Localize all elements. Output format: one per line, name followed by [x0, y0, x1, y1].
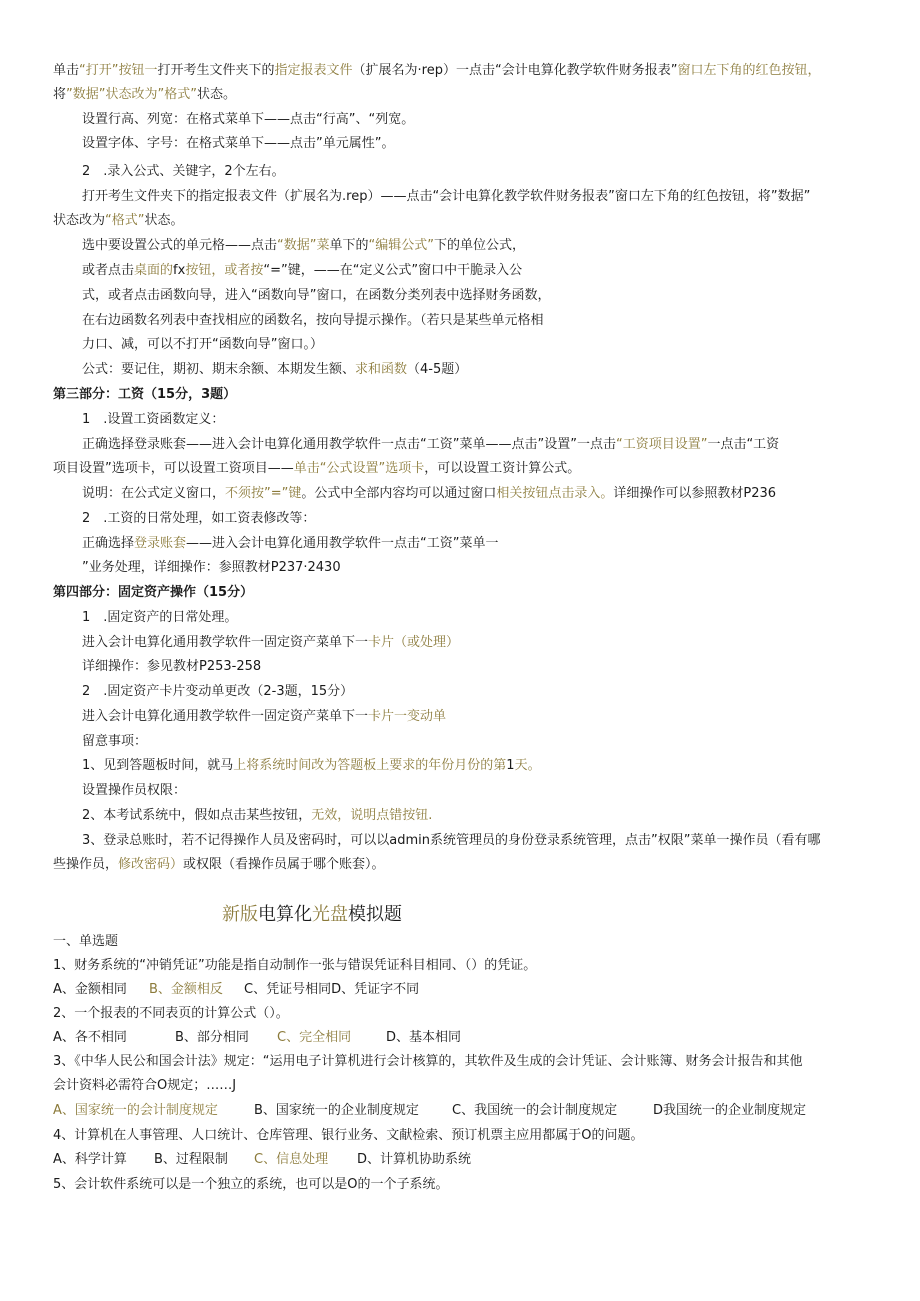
text-segment: 按钮，或者按: [185, 263, 264, 278]
intro-line-9: [82, 262, 902, 280]
part4-line-3: 详细操作：参见教材P253-258: [82, 659, 262, 674]
text-segment: ”数据”状态改为”格式”: [66, 87, 197, 102]
text-segment: 电算化: [258, 904, 312, 925]
text-segment: 状态。: [144, 213, 184, 228]
answer-option: A、金额相同: [53, 982, 127, 997]
text-segment: ——进入会计电算化通用教学软件一点击“工资”菜单一: [186, 536, 499, 551]
text-segment: 无效，说明点错按钮.: [311, 808, 433, 823]
part4-line-6: 留意事项：: [82, 734, 148, 749]
text-segment: 光盘: [312, 904, 348, 925]
text-segment: 或者点击: [82, 263, 135, 278]
text-segment: 选中要设置公式的单元格——点击: [82, 238, 278, 253]
text-segment: 。公式中全部内容均可以通过窗口: [301, 486, 497, 501]
intro-line-13: [82, 361, 902, 379]
text-segment: 窗口左下角的红色按钮，: [677, 63, 821, 78]
answer-option: C、完全相同: [277, 1030, 352, 1045]
text-segment: “格式”: [105, 213, 145, 228]
intro-line-12: 力口、减，可以不打开“函数向导”窗口。）: [82, 337, 323, 352]
part4-line-5: [82, 708, 902, 726]
part3-line-6: [82, 535, 902, 553]
text-segment: 或权限（看操作员属于哪个账套）。: [183, 857, 385, 872]
part3-line-1: 1 .设置工资函数定义：: [82, 412, 225, 427]
answer-option: D、凭证字不同: [331, 982, 420, 997]
text-segment: （扩展名为·rep）一点击“会计电算化教学软件财务报表”: [352, 63, 678, 78]
text-segment: 卡片（或处理）: [368, 635, 460, 650]
intro-line-4: 设置字体、字号：在格式菜单下——点击”单元属性”。: [82, 136, 395, 151]
intro-line-6: 打开考生文件夹下的指定报表文件（扩展名为.rep）——点击“会计电算化教学软件财务报表”窗口左下角的红色按钮，将”数据”: [82, 189, 811, 204]
intro-line-11: 在右边函数名列表中查找相应的函数名，按向导提示操作。（若只是某些单元格相: [82, 313, 544, 328]
part4-line-10: 3、登录总账时，若不记得操作人员及密码时，可以以admin系统管理员的身份登录系统管理，点击”权限”菜单一操作员（看有哪: [82, 833, 821, 848]
text-segment: 桌面的: [134, 263, 174, 278]
text-segment: fx: [173, 263, 186, 278]
text-segment: 不须按”=”键: [225, 486, 302, 501]
exam-title: [222, 904, 402, 926]
answer-option: C、信息处理: [254, 1152, 329, 1167]
text-segment: 修改密码）: [118, 857, 184, 872]
part4-line-4: 2 .固定资产卡片变动单更改（2-3题，15分）: [82, 684, 354, 699]
part4-heading: 第四部分：固定资产操作（15分）: [53, 585, 254, 600]
answer-option: A、国家统一的会计制度规定: [53, 1103, 218, 1118]
part3-line-2: [82, 436, 902, 454]
text-segment: 一点击“工资: [707, 437, 780, 452]
text-segment: 打开考生文件夹下的: [157, 63, 275, 78]
text-segment: 正确选择登录账套——进入会计电算化通用教学软件一点击“工资”菜单——点击”设置”一点击: [82, 437, 616, 452]
intro-line-7: [53, 212, 903, 230]
intro-line-5: 2 .录入公式、关键字，2个左右。: [82, 164, 285, 179]
text-segment: ，可以设置工资计算公式。: [424, 461, 581, 476]
text-segment: 说明：在公式定义窗口，: [82, 486, 226, 501]
answer-option: A、各不相同: [53, 1030, 127, 1045]
part3-heading: 第三部分：工资（15分，3题）: [53, 387, 237, 402]
text-segment: 进入会计电算化通用教学软件一固定资产菜单下一: [82, 635, 369, 650]
answer-option: B、金额相反: [149, 982, 223, 997]
question-2-options: [53, 1029, 903, 1047]
intro-line-2: [53, 86, 903, 104]
question-2: 2、一个报表的不同表页的计算公式（）。: [53, 1006, 289, 1021]
text-segment: “数据”菜: [277, 238, 330, 253]
part3-line-5: 2 .工资的日常处理，如工资表修改等：: [82, 511, 316, 526]
answer-option: C、凭证号相同: [244, 982, 332, 997]
answer-option: B、部分相同: [175, 1030, 249, 1045]
text-segment: 登录账套: [134, 536, 187, 551]
answer-option: D我国统一的企业制度规定: [653, 1103, 807, 1118]
question-3-options: [53, 1102, 903, 1120]
part4-line-11: [53, 856, 903, 874]
question-4-options: [53, 1151, 903, 1169]
text-segment: 下的单位公式，: [434, 238, 526, 253]
text-segment: 公式：要记住，期初、期末余额、本期发生额、: [82, 362, 356, 377]
text-segment: 天。: [514, 758, 541, 773]
text-segment: 2、本考试系统中，假如点击某些按钮，: [82, 808, 312, 823]
text-segment: 新版: [222, 904, 258, 925]
text-segment: 状态改为: [53, 213, 106, 228]
intro-line-10: 式，或者点击函数向导，进入“函数向导”窗口，在函数分类列表中选择财务函数，: [82, 288, 551, 303]
text-segment: 进入会计电算化通用教学软件一固定资产菜单下一: [82, 709, 369, 724]
intro-line-1: [53, 62, 903, 80]
answer-option: A、科学计算: [53, 1152, 127, 1167]
text-segment: 1: [506, 758, 515, 773]
part3-line-7: ”业务处理，详细操作：参照教材P237·2430: [82, 560, 341, 575]
question-3-line-2: 会计资料必需符合O规定；……J: [53, 1078, 237, 1093]
question-4: 4、计算机在人事管理、人口统计、仓库管理、银行业务、文献检索、预订机票主应用都属于O的问题。: [53, 1128, 644, 1143]
text-segment: 状态。: [196, 87, 236, 102]
text-segment: 上将系统时间改为答题板上要求的年份月份的第: [233, 758, 507, 773]
text-segment: “编辑公式”: [368, 238, 434, 253]
text-segment: 项目设置”选项卡，可以设置工资项目——: [53, 461, 294, 476]
section-heading: 一、单选题: [53, 934, 119, 949]
part3-line-4: [82, 485, 902, 503]
text-segment: 求和函数: [355, 362, 408, 377]
text-segment: 详细操作可以参照教材P236: [613, 486, 777, 501]
part3-line-3: [53, 460, 903, 478]
answer-option: D、基本相同: [386, 1030, 462, 1045]
part4-line-8: 设置操作员权限：: [82, 783, 187, 798]
text-segment: 单击“公式设置”选项卡: [293, 461, 425, 476]
answer-option: D、计算机协助系统: [357, 1152, 472, 1167]
text-segment: “工资项目设置”: [615, 437, 708, 452]
answer-option: B、过程限制: [154, 1152, 228, 1167]
question-1-options: [53, 981, 903, 999]
text-segment: 卡片一变动单: [368, 709, 447, 724]
part4-line-1: 1 .固定资产的日常处理。: [82, 610, 238, 625]
text-segment: 单击: [53, 63, 80, 78]
question-1: 1、财务系统的“冲销凭证”功能是指自动制作一张与错误凭证科目相同、（）的凭证。: [53, 958, 537, 973]
answer-option: B、国家统一的企业制度规定: [254, 1103, 419, 1118]
text-segment: “打开”按钮一: [79, 63, 158, 78]
question-5: 5、会计软件系统可以是一个独立的系统，也可以是O的一个子系统。: [53, 1177, 449, 1192]
question-3-line-1: 3、《中华人民公和国会计法》规定：“运用电子计算机进行会计核算的，其软件及生成的会计凭证、会计账簿、财务会计报告和其他: [53, 1054, 803, 1069]
part4-line-7: [82, 757, 902, 775]
text-segment: 指定报表文件: [274, 63, 353, 78]
text-segment: 模拟题: [348, 904, 402, 925]
text-segment: （4-5题）: [407, 362, 468, 377]
text-segment: 正确选择: [82, 536, 135, 551]
text-segment: 将: [53, 87, 67, 102]
text-segment: 相关按钮点击录入。: [496, 486, 614, 501]
text-segment: “=”键，——在“定义公式”窗口中干脆录入公: [263, 263, 523, 278]
text-segment: 单下的: [329, 238, 369, 253]
part4-line-9: [82, 807, 902, 825]
text-segment: 些操作员，: [53, 857, 119, 872]
text-segment: 1、见到答题板时间，就马: [82, 758, 234, 773]
part4-line-2: [82, 634, 902, 652]
intro-line-3: 设置行高、列宽：在格式菜单下——点击“行高”、“列宽。: [82, 112, 415, 127]
answer-option: C、我国统一的会计制度规定: [452, 1103, 618, 1118]
intro-line-8: [82, 237, 902, 255]
